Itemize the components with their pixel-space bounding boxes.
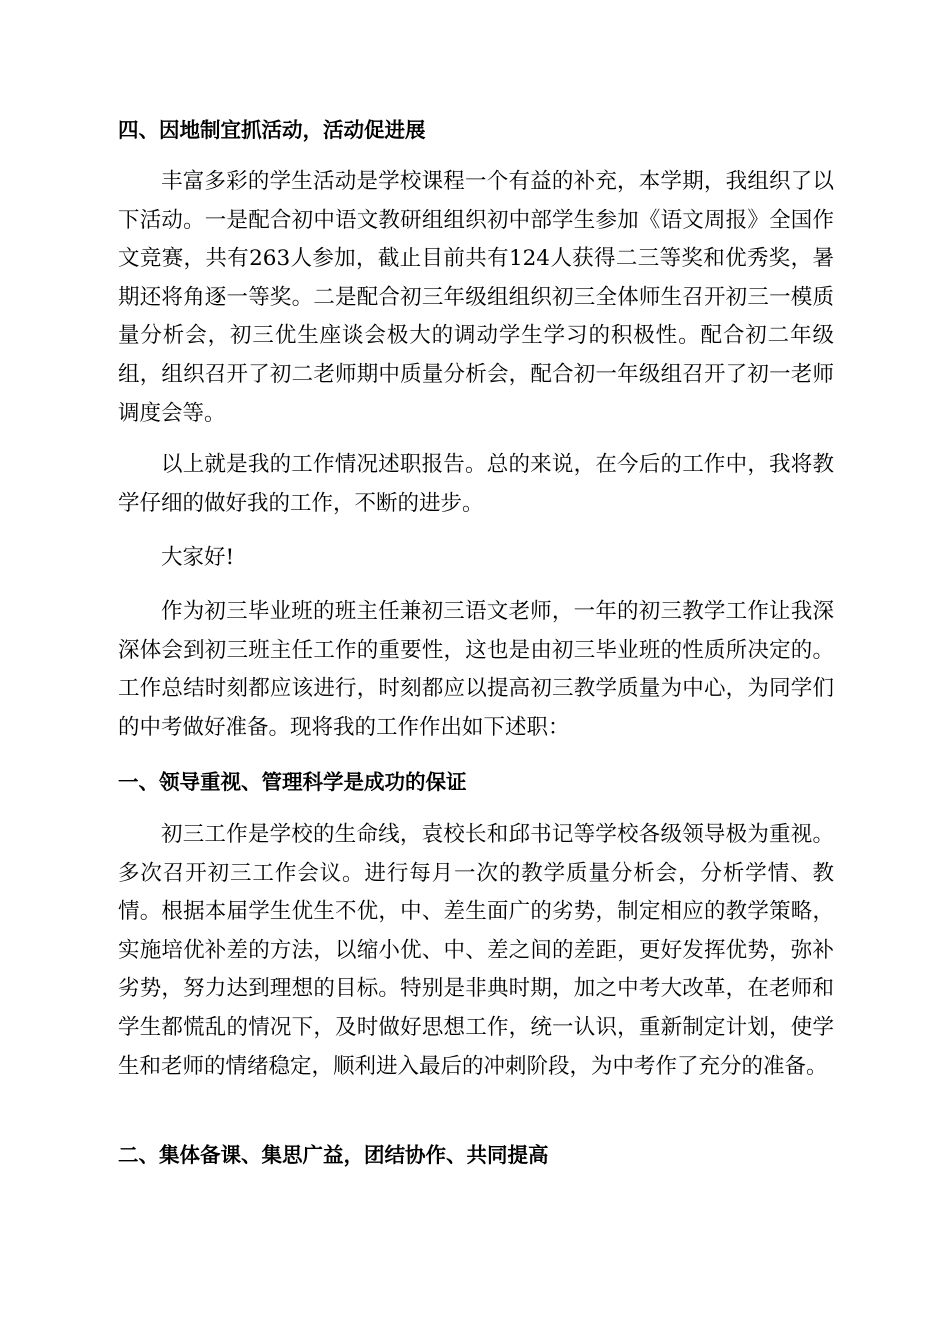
section-heading-activities: 四、因地制宜抓活动，活动促进展 [118,118,426,142]
paragraph-activities: 丰富多彩的学生活动是学校课程一个有益的补充，本学期，我组织了以下活动。一是配合初中语文教研组组织初中部学生参加《语文周报》全国作文竞赛，共有263人参加，截止目前共有124人获得二三等奖和优秀奖，暑期还将角逐一等奖。二是配合初三年级组组织初三全体师生召开初三一模质量分析会，初三优生座谈会极大的调动学生学习的积极性。配合初二年级组，组织召开了初二老师期中质量分析会，配合初一年级组召开了初一老师调度会等。 [118,169,834,426]
paragraph-greeting: 大家好! [161,545,235,570]
paragraph-introduction: 作为初三毕业班的班主任兼初三语文老师，一年的初三教学工作让我深深体会到初三班主任工作的重要性，这也是由初三毕业班的性质所决定的。工作总结时刻都应该进行，时刻都应以提高初三教学质量为中心，为同学们的中考做好准备。现将我的工作作出如下述职： [118,599,834,740]
paragraph-report-summary: 以上就是我的工作情况述职报告。总的来说，在今后的工作中，我将教学仔细的做好我的工作，不断的进步。 [118,452,834,516]
section-heading-collective-prep: 二、集体备课、集思广益，团结协作、共同提高 [118,1143,549,1167]
paragraph-leadership: 初三工作是学校的生命线，袁校长和邱书记等学校各级领导极为重视。多次召开初三工作会议。进行每月一次的教学质量分析会，分析学情、教情。根据本届学生优生不优，中、差生面广的劣势，制定相应的教学策略，实施培优补差的方法，以缩小优、中、差之间的差距，更好发挥优势，弥补劣势，努力达到理想的目标。特别是非典时期，加之中考大改革，在老师和学生都慌乱的情况下，及时做好思想工作，统一认识，重新制定计划，使学生和老师的情绪稳定，顺利进入最后的冲刺阶段，为中考作了充分的准备。 [118,822,834,1079]
section-heading-leadership: 一、领导重视、管理科学是成功的保证 [118,770,467,794]
